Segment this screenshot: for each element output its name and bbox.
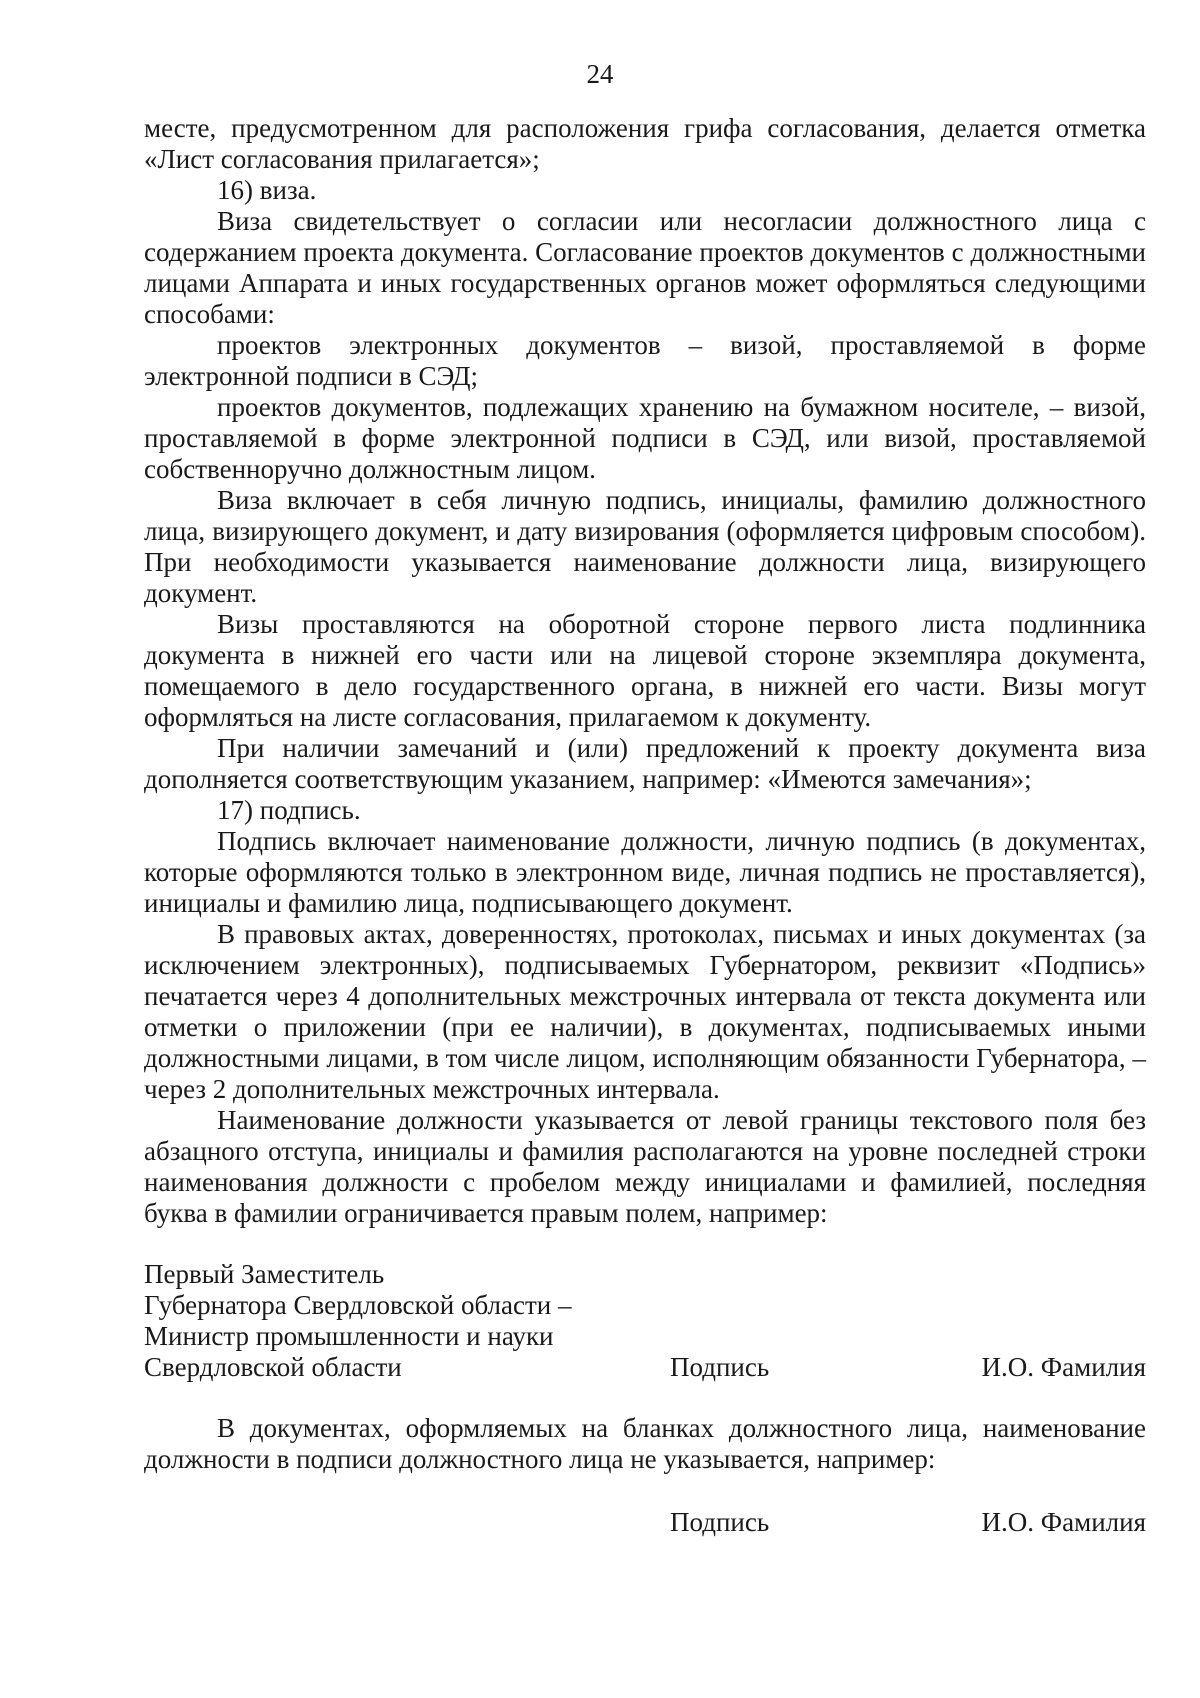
paragraph: месте, предусмотренном для расположения грифа согласования, делается отметка «Лист согласования прилагается»; [144,113,1146,174]
position-line: Губернатора Свердловской области – [144,1290,572,1320]
signature-line [144,1290,1146,1321]
paragraph-block [144,1413,1146,1475]
signer-name: И.О. Фамилия [981,1352,1146,1382]
position-line: Министр промышленности и науки [144,1321,554,1351]
signer-name: И.О. Фамилия [981,1507,1146,1537]
signature-example-with-position [144,1259,1146,1383]
paragraph: проектов электронных документов – визой, проставляемой в форме электронной подписи в СЭД; [144,330,1146,391]
paragraph: При наличии замечаний и (или) предложений к проекту документа виза дополняется соответствующим указанием, например: «Имеются замечания»; [144,733,1146,794]
signature-line [144,1259,1146,1290]
paragraph: Подпись включает наименование должности, личную подпись (в документах, которые оформляются только в электронном виде, личная подпись не проставляется), инициалы и фамилию лица, подписывающего документ. [144,826,1146,918]
paragraph: Визы проставляются на оборотной стороне первого листа подлинника документа в нижней его части или на лицевой стороне экземпляра документа, помещаемого в дело государственного органа, в нижней его части. Визы могут оформляться на листе согласования, прилагаемом к документу. [144,609,1146,732]
paragraph: проектов документов, подлежащих хранению на бумажном носителе, – визой, проставляемой в форме электронной подписи в СЭД, или визой, проставляемой собственноручно должностным лицом. [144,392,1146,484]
paragraph: Наименование должности указывается от левой границы текстового поля без абзацного отступа, инициалы и фамилия располагаются на уровне последней строки наименования должности с пробелом между инициалами и фамилией, последняя буква в фамилии ограничивается правым полем, например: [144,1105,1146,1228]
paragraph: 17) подпись. [217,795,361,825]
signature-placeholder: Подпись [670,1352,770,1382]
signature-line [144,1321,1146,1352]
paragraph: 16) виза. [217,175,317,205]
page-number: 24 [586,59,614,89]
position-line: Свердловской области [144,1352,402,1382]
paragraph: Виза включает в себя личную подпись, инициалы, фамилию должностного лица, визирующего документ, и дату визирования (оформляется цифровым способом). При необходимости указывается наименование должности лица, визирующего документ. [144,485,1146,608]
paragraph: Виза свидетельствует о согласии или несогласии должностного лица с содержанием проекта документа. Согласование проектов документов с должностными лицами Аппарата и иных государственных органов может оформляться следующими способами: [144,206,1146,329]
signature-line [144,1352,1146,1383]
signature-line [144,1507,1146,1538]
signature-example-without-position [144,1507,1146,1538]
position-line: Первый Заместитель [144,1259,385,1289]
signature-placeholder: Подпись [670,1507,770,1537]
document-body [144,113,1146,1229]
paragraph: В правовых актах, доверенностях, протоколах, письмах и иных документах (за исключением электронных), подписываемых Губернатором, реквизит «Подпись» печатается через 4 дополнительных межстрочных интервала от текста документа или отметки о приложении (при ее наличии), в документах, подписываемых иными должностными лицами, в том числе лицом, исполняющим обязанности Губернатора, – через 2 дополнительных межстрочных интервала. [144,919,1146,1104]
paragraph: В документах, оформляемых на бланках должностного лица, наименование должности в подписи должностного лица не указывается, например: [144,1413,1146,1474]
